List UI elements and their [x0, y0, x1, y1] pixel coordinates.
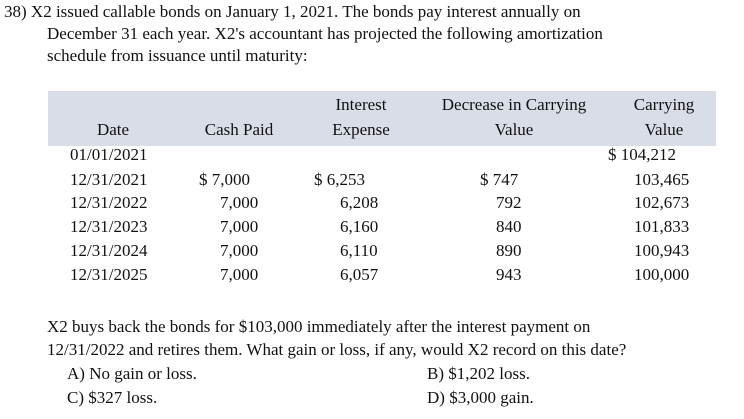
header-interest-line2: Expense	[332, 120, 390, 139]
table-cell-date: 12/31/2023	[70, 217, 148, 236]
table-cell-carrying: 100,943	[634, 241, 690, 260]
table-cell-interest: 6,057	[340, 265, 379, 284]
header-date: Date	[96, 120, 130, 139]
question-line-2: December 31 each year. X2's accountant has projected the following amortization	[47, 24, 603, 43]
header-cash-paid: Cash Paid	[204, 120, 274, 139]
option-a[interactable]: A) No gain or loss.	[67, 364, 197, 383]
table-cell-cash: 7,000	[220, 193, 259, 212]
option-b[interactable]: B) $1,202 loss.	[427, 364, 530, 383]
question-line-3: schedule from issuance until maturity:	[47, 46, 308, 65]
table-cell-decrease: $ 747	[480, 170, 519, 189]
table-cell-decrease: 792	[496, 193, 522, 212]
table-cell-carrying: $ 104,212	[608, 145, 676, 164]
question-line-1: 38) X2 issued callable bonds on January 1, 2021. The bonds pay interest annually on	[4, 2, 581, 21]
header-carrying-line2: Value	[644, 120, 684, 139]
table-cell-carrying: 102,673	[634, 193, 690, 212]
header-decrease-line2: Value	[494, 120, 534, 139]
option-c[interactable]: C) $327 loss.	[67, 388, 158, 407]
table-cell-date: 12/31/2024	[70, 241, 148, 260]
table-cell-interest: 6,110	[340, 241, 378, 260]
table-cell-decrease: 840	[496, 217, 522, 236]
table-cell-decrease: 890	[496, 241, 522, 260]
followup-line-1: X2 buys back the bonds for $103,000 immediately after the interest payment on	[47, 317, 591, 336]
table-cell-carrying: 101,833	[634, 217, 690, 236]
table-cell-interest: 6,208	[340, 193, 379, 212]
header-decrease-line1: Decrease in Carrying	[441, 95, 587, 114]
table-cell-carrying: 100,000	[634, 265, 690, 284]
header-interest-line1: Interest	[335, 95, 387, 114]
followup-line-2: 12/31/2022 and retires them. What gain or loss, if any, would X2 record on this date?	[47, 340, 627, 359]
option-d[interactable]: D) $3,000 gain.	[427, 388, 534, 407]
table-cell-carrying: 103,465	[634, 170, 690, 189]
header-carrying-line1: Carrying	[633, 95, 695, 114]
table-cell-date: 12/31/2021	[70, 170, 148, 189]
table-cell-date: 12/31/2025	[70, 265, 148, 284]
table-cell-decrease: 943	[496, 265, 522, 284]
table-cell-cash: 7,000	[220, 217, 259, 236]
table-cell-cash: 7,000	[220, 265, 259, 284]
table-cell-date: 01/01/2021	[70, 145, 148, 164]
table-cell-cash: $ 7,000	[199, 170, 250, 189]
table-cell-interest: 6,160	[340, 217, 379, 236]
table-cell-date: 12/31/2022	[70, 193, 148, 212]
table-cell-cash: 7,000	[220, 241, 259, 260]
table-cell-interest: $ 6,253	[314, 170, 365, 189]
